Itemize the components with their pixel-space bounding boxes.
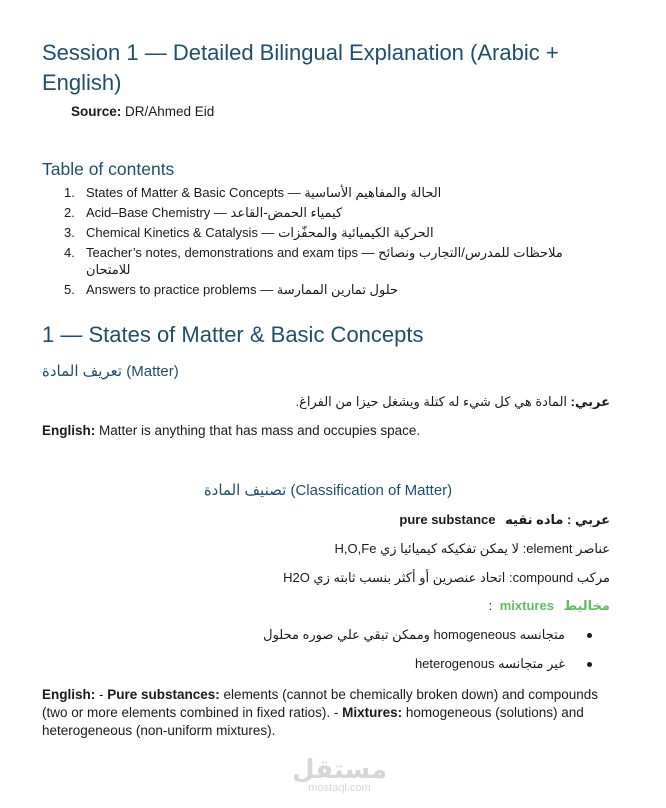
toc-item[interactable] — [42, 244, 586, 278]
arabic-label: عربي: — [570, 394, 610, 409]
toc-item-number: 4. — [64, 245, 75, 260]
toc-item-text: Acid–Base Chemistry — كيمياء الحمض-القاعد — [86, 205, 343, 220]
mixtures-english: mixtures — [499, 598, 554, 613]
bullet-icon — [587, 633, 592, 638]
arabic-definition-text: المادة هي كل شيء له كتلة ويشغل حيزا من الفراغ. — [295, 394, 568, 409]
watermark — [292, 756, 387, 794]
toc-item-text: Answers to practice problems — حلول تمارين الممارسة — [86, 282, 399, 297]
mixtures-line — [489, 598, 611, 614]
classification-heading: تصنيف المادة (Classification of Matter) — [203, 482, 453, 499]
toc-item[interactable] — [42, 281, 602, 298]
list-item — [263, 627, 592, 643]
watermark-latin: mostaql.com — [308, 782, 371, 794]
matter-heading: تعريف المادة (Matter) — [42, 363, 179, 380]
toc-item[interactable] — [42, 184, 602, 201]
toc-item-text: Chemical Kinetics & Catalysis — الحركية الكيميائية والمحفّزات — [86, 225, 434, 240]
list-item — [371, 656, 592, 672]
bullet-text: متجانسه homogeneous وممكن تبقي علي صوره محلول — [263, 627, 565, 642]
english-definition-text: Matter is anything that has mass and occupies space. — [99, 423, 421, 438]
summary-english-label: English: — [42, 687, 96, 702]
mixtures-colon: : — [488, 598, 493, 613]
pure-substance-english: pure substance — [399, 512, 496, 527]
summary-pure-text: elements (cannot be chemically broken down) and compounds (two or more elements combined in fixed ratios). - — [42, 687, 599, 720]
english-summary — [42, 686, 602, 740]
section-heading: 1 — States of Matter & Basic Concepts — [42, 322, 424, 347]
mixtures-arabic: مخاليط — [563, 598, 610, 613]
bullet-text: غير متجانسه heterogenous — [414, 656, 565, 671]
arabic-definition — [295, 394, 610, 410]
toc-item-number: 5. — [64, 282, 75, 297]
toc-item-number: 3. — [64, 225, 75, 240]
document-title: Session 1 — Detailed Bilingual Explanation (Arabic + English) — [42, 40, 559, 95]
summary-mixtures-label: Mixtures: — [342, 705, 403, 720]
element-line: عناصر element: لا يمكن تفكيكه كيميائيا زي H,O,Fe — [334, 541, 610, 556]
toc-item-number: 2. — [64, 205, 75, 220]
toc-item-text: Teacher’s notes, demonstrations and exam tips — ملاحظات للمدرس/التجارب ونصائح للامتحان — [86, 245, 563, 277]
toc-heading: Table of contents — [42, 159, 175, 179]
pure-substance-line — [399, 512, 610, 528]
toc-item[interactable] — [42, 204, 602, 221]
watermark-arabic: مستقل — [292, 754, 388, 784]
table-of-contents — [42, 184, 602, 301]
summary-mixtures-text: homogeneous (solutions) and heterogeneous (non-uniform mixtures). — [42, 705, 584, 738]
source-value: DR/Ahmed Eid — [125, 104, 215, 119]
bullet-icon — [587, 662, 592, 667]
compound-line: مركب compound: اتحاد عنصرين أو أكثر بنسب ثابته زي H2O — [283, 570, 610, 585]
pure-substance-arabic: عربي : ماده نقيه — [505, 512, 610, 527]
toc-item-number: 1. — [64, 185, 75, 200]
english-definition — [42, 422, 420, 440]
toc-item[interactable] — [42, 224, 602, 241]
source-label: Source: — [71, 104, 122, 119]
toc-item-text: States of Matter & Basic Concepts — الحالة والمفاهيم الأساسية — [86, 185, 442, 200]
summary-pure-label: Pure substances: — [107, 687, 220, 702]
english-label: English: — [42, 423, 96, 438]
source-line — [71, 104, 214, 119]
summary-dash: - — [95, 687, 108, 702]
